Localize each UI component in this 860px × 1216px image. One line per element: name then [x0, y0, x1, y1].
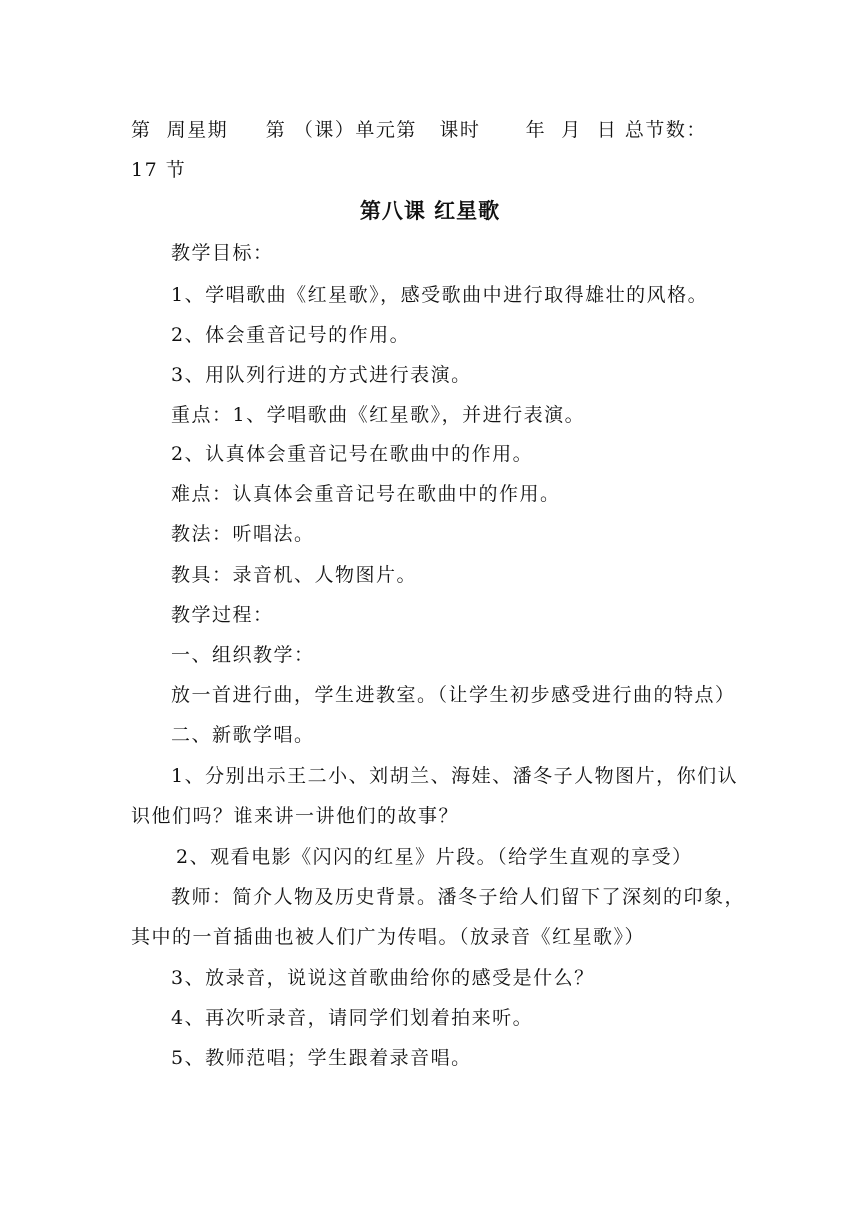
paragraph-section-1: 一、组织教学：: [171, 644, 315, 666]
paragraph-step-3: 3、放录音，说说这首歌曲给你的感受是什么？: [171, 967, 595, 989]
paragraph-step-4: 4、再次听录音，请同学们划着拍来听。: [171, 1007, 534, 1029]
paragraph-teacher-continued: 其中的一首插曲也被人们广为传唱。（放录音《红星歌》）: [131, 926, 646, 948]
paragraph-objective-2: 2、体会重音记号的作用。: [171, 324, 411, 346]
paragraph-step-2: 2、观看电影《闪闪的红星》片段。（给学生直观的享受）: [176, 846, 693, 868]
paragraph-teacher: 教师：简介人物及历史背景。潘冬子给人们留下了深刻的印象，: [171, 886, 746, 908]
paragraph-objectives-heading: 教学目标：: [171, 242, 274, 264]
paragraph-difficulty: 难点：认真体会重音记号在歌曲中的作用。: [171, 483, 561, 505]
paragraph-objective-3: 3、用队列行进的方式进行表演。: [171, 364, 472, 386]
paragraph-section-1-text: 放一首进行曲，学生进教室。（让学生初步感受进行曲的特点）: [171, 684, 736, 706]
paragraph-method: 教法：听唱法。: [171, 523, 315, 545]
paragraph-section-2: 二、新歌学唱。: [171, 724, 315, 746]
paragraph-process-heading: 教学过程：: [171, 604, 274, 626]
paragraph-key-point-1: 重点：1、学唱歌曲《红星歌》，并进行表演。: [171, 404, 586, 426]
paragraph-step-1: 1、分别出示王二小、刘胡兰、海娃、潘冬子人物图片，你们认: [171, 765, 739, 787]
header-line-continued: 17 节: [131, 159, 187, 181]
header-line: 第 周星期 第 （课）单元第 课时 年 月 日 总节数：: [131, 119, 707, 141]
paragraph-step-1-continued: 识他们吗？谁来讲一讲他们的故事？: [131, 805, 460, 827]
lesson-title: 第八课 红星歌: [359, 199, 501, 223]
paragraph-objective-1: 1、学唱歌曲《红星歌》，感受歌曲中进行取得雄壮的风格。: [171, 284, 709, 306]
paragraph-step-5: 5、教师范唱；学生跟着录音唱。: [171, 1047, 472, 1069]
paragraph-materials: 教具：录音机、人物图片。: [171, 564, 418, 586]
paragraph-key-point-2: 2、认真体会重音记号在歌曲中的作用。: [171, 443, 534, 465]
